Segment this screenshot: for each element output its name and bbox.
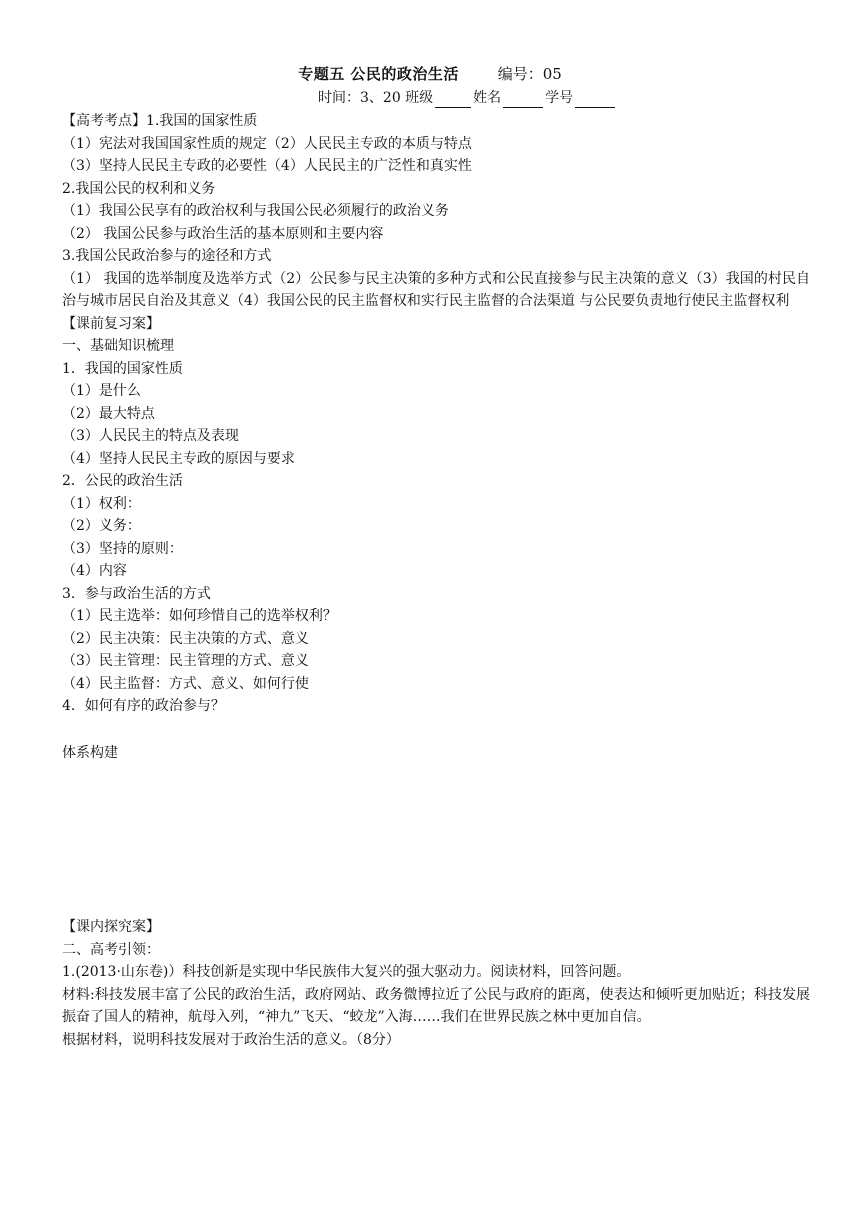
question-task: 根据材料，说明科技发展对于政治生活的意义。（8分） xyxy=(62,1031,400,1048)
list-item: （4）坚持人民民主专政的原因与要求 xyxy=(62,450,295,467)
list-item: 3．参与政治生活的方式 xyxy=(62,585,211,602)
material-paragraph: 材料:科技发展丰富了公民的政治生活，政府网站、政务微博拉近了公民与政府的距离，使表达和倾听更加贴近；科技发展振奋了国人的精神，航母入列，“神九”飞天、“蛟龙”入海……我们在世界民族之林中更加自信。 xyxy=(62,986,810,1025)
meta-time-class: 时间：3、20 班级 xyxy=(318,90,434,106)
page-title: 专题五 公民的政治生活 xyxy=(298,65,459,83)
inquiry-section-heading: 【课内探究案】 xyxy=(62,919,160,935)
exam-point-line: （1）我国公民享有的政治权利与我国公民必须履行的政治义务 xyxy=(62,203,449,219)
list-item: 1．我国的国家性质 xyxy=(62,360,183,377)
list-item: 4．如何有序的政治参与？ xyxy=(62,698,225,714)
exam-point-heading: 2.我国公民的权利和义务 xyxy=(62,180,216,197)
list-item: （1）权利： xyxy=(62,495,141,512)
review-section-heading: 【课前复习案】 xyxy=(62,315,160,332)
worksheet-body xyxy=(62,110,810,1051)
spacer xyxy=(62,718,810,742)
list-item: （1）是什么 xyxy=(62,383,141,399)
exam-point-paragraph: （1） 我国的选举制度及选举方式（2）公民参与民主决策的多种方式和公民直接参与民主决策的意义（3）我国的村民自治与城市居民自治及其意义（4）我国公民的民主监督权和实行民主监督的合法渠道 与公民要负责地行使民主监督权利 xyxy=(62,270,810,309)
id-blank xyxy=(575,93,615,108)
list-item: （3）人民民主的特点及表现 xyxy=(62,428,239,444)
exam-points-heading: 【高考考点】1.我国的国家性质 xyxy=(62,113,258,129)
exam-point-heading: 3.我国公民政治参与的途径和方式 xyxy=(62,248,272,264)
document-number: 编号：05 xyxy=(497,65,562,83)
list-item: （1）民主选举：如何珍惜自己的选举权利？ xyxy=(62,608,337,624)
meta-id-label: 学号 xyxy=(545,90,574,106)
list-item: （4）民主监督：方式、意义、如何行使 xyxy=(62,675,309,692)
meta-name-label: 姓名 xyxy=(473,90,502,106)
list-item: （3）民主管理：民主管理的方式、意义 xyxy=(62,653,309,669)
list-item: （2）民主决策：民主决策的方式、意义 xyxy=(62,630,309,647)
meta-row xyxy=(318,88,617,108)
title-row xyxy=(0,64,860,84)
question-prompt: 1.(2013·山东卷)）科技创新是实现中华民族伟大复兴的强大驱动力。阅读材料，回答问题。 xyxy=(62,964,631,980)
exam-point-line: （2） 我国公民参与政治生活的基本原则和主要内容 xyxy=(62,225,384,242)
list-item: （4）内容 xyxy=(62,563,127,579)
list-item: （2）最大特点 xyxy=(62,405,155,422)
blank-writing-area xyxy=(62,764,810,916)
exam-point-line: （1）宪法对我国国家性质的规定（2）人民民主专政的本质与特点 xyxy=(62,135,472,152)
class-blank xyxy=(435,93,471,108)
exam-point-line: （3）坚持人民民主专政的必要性（4）人民民主的广泛性和真实性 xyxy=(62,158,472,174)
system-construction-heading: 体系构建 xyxy=(62,744,118,761)
list-item: 2．公民的政治生活 xyxy=(62,473,183,489)
list-item: （2）义务： xyxy=(62,518,141,534)
name-blank xyxy=(503,93,543,108)
list-item: （3）坚持的原则： xyxy=(62,540,183,557)
exam-guide-heading: 二、高考引领： xyxy=(62,941,160,958)
knowledge-heading: 一、基础知识梳理 xyxy=(62,338,174,354)
